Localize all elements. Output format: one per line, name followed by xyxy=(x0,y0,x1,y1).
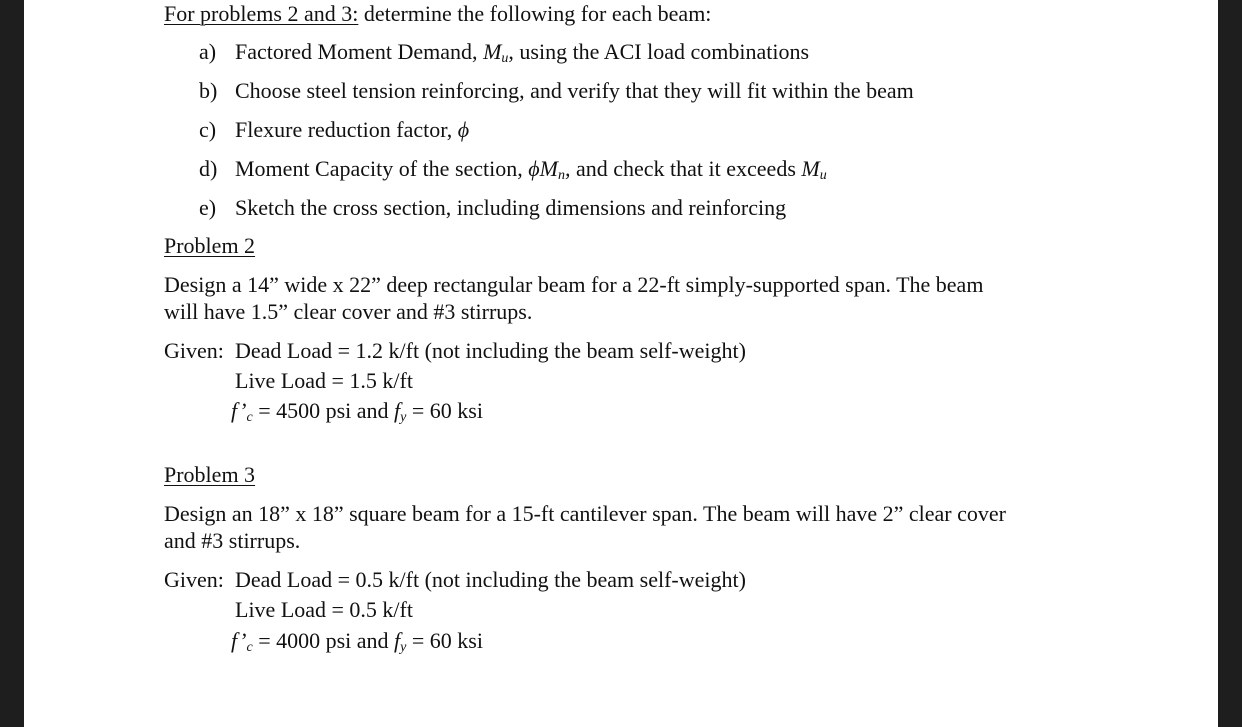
item-label: c) xyxy=(199,117,217,142)
intro-heading: For problems 2 and 3: xyxy=(164,1,359,26)
symbol-phi: ϕ xyxy=(457,117,470,142)
problem-2-line-2: will have 1.5” clear cover and #3 stirrups. xyxy=(164,299,533,324)
symbol-M: M xyxy=(483,39,502,64)
list-item-e xyxy=(199,195,786,221)
list-item-c xyxy=(199,117,469,143)
problem-3-title: Problem 3 xyxy=(164,462,256,487)
item-text-after: , using the ACI load combinations xyxy=(508,39,810,64)
document-page xyxy=(24,0,1218,727)
intro-heading-rest: determine the following for each beam: xyxy=(358,1,712,26)
fc-value: = 4500 psi and xyxy=(252,398,395,423)
problem-2-material xyxy=(231,398,483,424)
list-item-d xyxy=(199,156,827,182)
problem-2-given-label: Given: xyxy=(164,338,224,363)
item-label: a) xyxy=(199,39,217,64)
item-label: d) xyxy=(199,156,218,181)
item-text: Choose steel tension reinforcing, and verify that they will fit within the beam xyxy=(235,78,914,103)
item-label: b) xyxy=(199,78,218,103)
fc-value: = 4000 psi and xyxy=(252,628,395,653)
symbol-fc: f’ xyxy=(231,398,247,423)
subscript-y: y xyxy=(400,640,407,655)
intro-line xyxy=(164,1,711,27)
subscript-u: u xyxy=(819,168,827,183)
list-item-a xyxy=(199,39,809,65)
subscript-n: n xyxy=(557,168,565,183)
symbol-M: M xyxy=(539,156,558,181)
symbol-phi: ϕ xyxy=(528,156,540,181)
subscript-y: y xyxy=(400,410,407,425)
problem-2-line-1: Design a 14” wide x 22” deep rectangular beam for a 22-ft simply-supported span. The beam xyxy=(164,272,984,297)
problem-2-live-load: Live Load = 1.5 k/ft xyxy=(235,368,413,393)
subscript-c: c xyxy=(246,640,253,655)
symbol-fy: f xyxy=(394,628,401,653)
list-item-b xyxy=(199,78,914,104)
symbol-fy: f xyxy=(394,398,401,423)
item-text: Sketch the cross section, including dimensions and reinforcing xyxy=(235,195,787,220)
problem-2-title: Problem 2 xyxy=(164,233,256,258)
fy-value: = 60 ksi xyxy=(406,398,483,423)
problem-3-dead-load: Dead Load = 0.5 k/ft (not including the beam self-weight) xyxy=(235,567,746,592)
problem-3-material xyxy=(231,628,483,654)
subscript-u: u xyxy=(501,51,509,66)
item-text: Flexure reduction factor, xyxy=(235,117,458,142)
item-label: e) xyxy=(199,195,217,220)
comma: , xyxy=(564,156,571,181)
item-text: Moment Capacity of the section, xyxy=(235,156,529,181)
problem-2-dead-load: Dead Load = 1.2 k/ft (not including the beam self-weight) xyxy=(235,338,746,363)
item-text-after: and check that it exceeds xyxy=(570,156,802,181)
subscript-c: c xyxy=(246,410,253,425)
item-text: Factored Moment Demand, xyxy=(235,39,484,64)
symbol-M: M xyxy=(801,156,820,181)
problem-3-live-load: Live Load = 0.5 k/ft xyxy=(235,597,413,622)
problem-3-given-label: Given: xyxy=(164,567,224,592)
fy-value: = 60 ksi xyxy=(406,628,483,653)
problem-3-line-2: and #3 stirrups. xyxy=(164,528,301,553)
problem-3-line-1: Design an 18” x 18” square beam for a 15-ft cantilever span. The beam will have 2” clear cover xyxy=(164,501,1006,526)
symbol-fc: f’ xyxy=(231,628,247,653)
